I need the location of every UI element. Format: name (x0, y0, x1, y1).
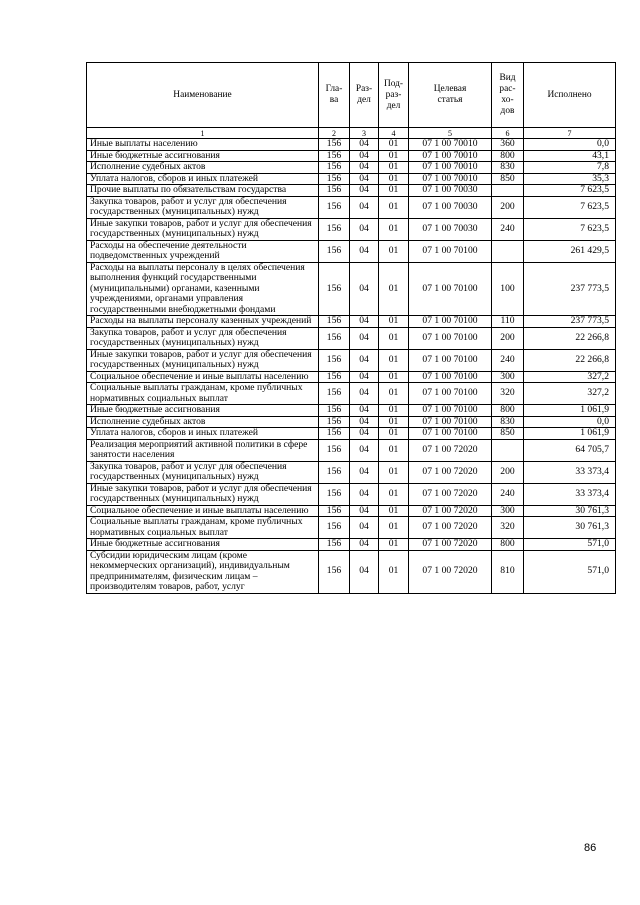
table-row (87, 517, 616, 539)
row-vid: 200 (492, 327, 524, 349)
row-razdel: 04 (350, 218, 379, 240)
table-row (87, 196, 616, 218)
table-row (87, 416, 616, 428)
table-row (87, 439, 616, 461)
table-row (87, 461, 616, 483)
row-podrazdel: 01 (379, 262, 409, 316)
row-name: Закупка товаров, работ и услуг для обеспечения государственных (муниципальных) нужд (87, 327, 319, 349)
row-glava: 156 (319, 240, 350, 262)
row-razdel: 04 (350, 405, 379, 417)
row-vid: 830 (492, 162, 524, 174)
row-vid: 800 (492, 150, 524, 162)
row-statya: 07 1 00 70100 (409, 349, 492, 371)
row-name: Социальные выплаты гражданам, кроме публичных нормативных социальных выплат (87, 517, 319, 539)
row-name: Социальное обеспечение и иные выплаты населению (87, 371, 319, 383)
row-podrazdel: 01 (379, 185, 409, 197)
header-razdel: Раз- дел (350, 63, 379, 128)
row-glava: 156 (319, 139, 350, 151)
row-razdel: 04 (350, 240, 379, 262)
row-name: Реализация мероприятий активной политики в сфере занятости населения (87, 439, 319, 461)
row-name: Расходы на обеспечение деятельности подведомственных учреждений (87, 240, 319, 262)
row-razdel: 04 (350, 262, 379, 316)
header-vid: Вид рас- хо- дов (492, 63, 524, 128)
header-name: Наименование (87, 63, 319, 128)
row-name: Иные бюджетные ассигнования (87, 150, 319, 162)
row-statya: 07 1 00 70010 (409, 150, 492, 162)
row-razdel: 04 (350, 316, 379, 328)
row-glava: 156 (319, 327, 350, 349)
row-glava: 156 (319, 517, 350, 539)
row-glava: 156 (319, 416, 350, 428)
row-glava: 156 (319, 439, 350, 461)
row-razdel: 04 (350, 150, 379, 162)
row-statya: 07 1 00 72020 (409, 539, 492, 551)
row-value: 43,1 (524, 150, 616, 162)
row-podrazdel: 01 (379, 539, 409, 551)
row-statya: 07 1 00 72020 (409, 483, 492, 505)
row-razdel: 04 (350, 349, 379, 371)
row-podrazdel: 01 (379, 383, 409, 405)
row-razdel: 04 (350, 327, 379, 349)
row-razdel: 04 (350, 461, 379, 483)
column-number: 6 (492, 128, 524, 139)
column-number: 2 (319, 128, 350, 139)
row-glava: 156 (319, 218, 350, 240)
row-glava: 156 (319, 316, 350, 328)
table-row (87, 349, 616, 371)
row-statya: 07 1 00 70100 (409, 262, 492, 316)
row-value: 571,0 (524, 539, 616, 551)
row-vid: 240 (492, 218, 524, 240)
row-statya: 07 1 00 70100 (409, 416, 492, 428)
row-vid: 300 (492, 505, 524, 517)
row-podrazdel: 01 (379, 461, 409, 483)
row-vid: 800 (492, 539, 524, 551)
row-value: 30 761,3 (524, 505, 616, 517)
row-podrazdel: 01 (379, 240, 409, 262)
row-razdel: 04 (350, 185, 379, 197)
table-row (87, 262, 616, 316)
row-name: Закупка товаров, работ и услуг для обеспечения государственных (муниципальных) нужд (87, 196, 319, 218)
row-name: Закупка товаров, работ и услуг для обеспечения государственных (муниципальных) нужд (87, 461, 319, 483)
table-row (87, 162, 616, 174)
row-vid: 320 (492, 383, 524, 405)
row-glava: 156 (319, 185, 350, 197)
row-value: 7 623,5 (524, 185, 616, 197)
row-value: 64 705,7 (524, 439, 616, 461)
table-row (87, 327, 616, 349)
row-statya: 07 1 00 70010 (409, 139, 492, 151)
table-row (87, 218, 616, 240)
row-statya: 07 1 00 70100 (409, 240, 492, 262)
row-glava: 156 (319, 461, 350, 483)
table-row (87, 483, 616, 505)
row-statya: 07 1 00 72020 (409, 517, 492, 539)
row-vid: 850 (492, 173, 524, 185)
row-glava: 156 (319, 162, 350, 174)
row-name: Иные бюджетные ассигнования (87, 539, 319, 551)
row-podrazdel: 01 (379, 505, 409, 517)
row-vid: 240 (492, 483, 524, 505)
row-name: Социальные выплаты гражданам, кроме публичных нормативных социальных выплат (87, 383, 319, 405)
row-podrazdel: 01 (379, 327, 409, 349)
row-statya: 07 1 00 72020 (409, 505, 492, 517)
row-vid: 200 (492, 196, 524, 218)
row-vid: 800 (492, 405, 524, 417)
document-page (86, 62, 615, 594)
table-header-row (87, 63, 616, 128)
row-value: 1 061,9 (524, 405, 616, 417)
row-value: 7 623,5 (524, 218, 616, 240)
table-row (87, 383, 616, 405)
expenditure-table (86, 62, 616, 594)
row-podrazdel: 01 (379, 196, 409, 218)
row-statya: 07 1 00 70100 (409, 316, 492, 328)
row-vid: 100 (492, 262, 524, 316)
row-podrazdel: 01 (379, 550, 409, 593)
row-value: 327,2 (524, 371, 616, 383)
row-vid: 320 (492, 517, 524, 539)
row-statya: 07 1 00 70100 (409, 405, 492, 417)
row-value: 7,8 (524, 162, 616, 174)
row-name: Иные закупки товаров, работ и услуг для обеспечения государственных (муниципальных) нужд (87, 218, 319, 240)
header-podrazdel: Под- раз- дел (379, 63, 409, 128)
table-row (87, 505, 616, 517)
row-statya: 07 1 00 72020 (409, 461, 492, 483)
row-name: Субсидии юридическим лицам (кроме некоммерческих организаций), индивидуальным предпринимателям, физическим лицам – производителям товаров, работ, услуг (87, 550, 319, 593)
row-podrazdel: 01 (379, 416, 409, 428)
row-value: 7 623,5 (524, 196, 616, 218)
row-name: Иные закупки товаров, работ и услуг для обеспечения государственных (муниципальных) нужд (87, 483, 319, 505)
row-name: Расходы на выплаты персоналу в целях обеспечения выполнения функций государственными (муниципальными) органами, казенными учреждениями, органами управления государственными внебюджетными фондами (87, 262, 319, 316)
row-razdel: 04 (350, 517, 379, 539)
row-glava: 156 (319, 505, 350, 517)
row-value: 0,0 (524, 416, 616, 428)
row-glava: 156 (319, 383, 350, 405)
row-podrazdel: 01 (379, 218, 409, 240)
row-vid (492, 439, 524, 461)
row-vid: 810 (492, 550, 524, 593)
row-razdel: 04 (350, 505, 379, 517)
table-row (87, 316, 616, 328)
column-number: 5 (409, 128, 492, 139)
row-statya: 07 1 00 70030 (409, 185, 492, 197)
row-glava: 156 (319, 483, 350, 505)
row-statya: 07 1 00 70100 (409, 428, 492, 440)
row-value: 261 429,5 (524, 240, 616, 262)
row-vid: 110 (492, 316, 524, 328)
table-row (87, 240, 616, 262)
row-name: Социальное обеспечение и иные выплаты населению (87, 505, 319, 517)
row-podrazdel: 01 (379, 483, 409, 505)
row-podrazdel: 01 (379, 349, 409, 371)
row-razdel: 04 (350, 550, 379, 593)
row-vid: 830 (492, 416, 524, 428)
row-name: Иные выплаты населению (87, 139, 319, 151)
row-vid (492, 185, 524, 197)
table-body (87, 139, 616, 594)
row-razdel: 04 (350, 139, 379, 151)
row-razdel: 04 (350, 416, 379, 428)
row-podrazdel: 01 (379, 405, 409, 417)
header-glava: Гла- ва (319, 63, 350, 128)
column-number-row (87, 128, 616, 139)
row-name: Уплата налогов, сборов и иных платежей (87, 173, 319, 185)
header-value: Исполнено (524, 63, 616, 128)
row-glava: 156 (319, 349, 350, 371)
row-glava: 156 (319, 428, 350, 440)
row-razdel: 04 (350, 173, 379, 185)
row-podrazdel: 01 (379, 173, 409, 185)
row-statya: 07 1 00 70100 (409, 327, 492, 349)
table-row (87, 539, 616, 551)
row-podrazdel: 01 (379, 316, 409, 328)
table-row (87, 139, 616, 151)
row-name: Иные бюджетные ассигнования (87, 405, 319, 417)
row-razdel: 04 (350, 162, 379, 174)
row-vid: 240 (492, 349, 524, 371)
table-row (87, 371, 616, 383)
row-value: 237 773,5 (524, 316, 616, 328)
row-podrazdel: 01 (379, 439, 409, 461)
row-value: 33 373,4 (524, 461, 616, 483)
table-row (87, 173, 616, 185)
row-name: Уплата налогов, сборов и иных платежей (87, 428, 319, 440)
row-podrazdel: 01 (379, 371, 409, 383)
row-vid: 360 (492, 139, 524, 151)
row-glava: 156 (319, 371, 350, 383)
row-statya: 07 1 00 70100 (409, 371, 492, 383)
row-glava: 156 (319, 262, 350, 316)
row-statya: 07 1 00 72020 (409, 439, 492, 461)
row-value: 571,0 (524, 550, 616, 593)
row-razdel: 04 (350, 483, 379, 505)
row-value: 327,2 (524, 383, 616, 405)
column-number: 4 (379, 128, 409, 139)
row-podrazdel: 01 (379, 428, 409, 440)
row-glava: 156 (319, 550, 350, 593)
row-podrazdel: 01 (379, 150, 409, 162)
row-razdel: 04 (350, 371, 379, 383)
row-name: Исполнение судебных актов (87, 162, 319, 174)
row-vid: 200 (492, 461, 524, 483)
row-vid: 850 (492, 428, 524, 440)
row-razdel: 04 (350, 428, 379, 440)
header-statya: Целевая статья (409, 63, 492, 128)
row-statya: 07 1 00 70030 (409, 218, 492, 240)
row-vid: 300 (492, 371, 524, 383)
row-glava: 156 (319, 405, 350, 417)
row-statya: 07 1 00 70010 (409, 162, 492, 174)
row-statya: 07 1 00 70030 (409, 196, 492, 218)
table-row (87, 550, 616, 593)
row-value: 30 761,3 (524, 517, 616, 539)
column-number: 7 (524, 128, 616, 139)
row-vid (492, 240, 524, 262)
column-number: 1 (87, 128, 319, 139)
row-statya: 07 1 00 70010 (409, 173, 492, 185)
column-number: 3 (350, 128, 379, 139)
row-razdel: 04 (350, 439, 379, 461)
table-row (87, 185, 616, 197)
row-name: Исполнение судебных актов (87, 416, 319, 428)
row-value: 33 373,4 (524, 483, 616, 505)
row-podrazdel: 01 (379, 162, 409, 174)
row-value: 1 061,9 (524, 428, 616, 440)
row-glava: 156 (319, 150, 350, 162)
row-glava: 156 (319, 539, 350, 551)
row-statya: 07 1 00 70100 (409, 383, 492, 405)
row-razdel: 04 (350, 539, 379, 551)
row-podrazdel: 01 (379, 139, 409, 151)
row-statya: 07 1 00 72020 (409, 550, 492, 593)
row-value: 237 773,5 (524, 262, 616, 316)
table-row (87, 405, 616, 417)
row-value: 0,0 (524, 139, 616, 151)
row-podrazdel: 01 (379, 517, 409, 539)
row-razdel: 04 (350, 383, 379, 405)
row-value: 22 266,8 (524, 349, 616, 371)
page-number: 86 (584, 842, 597, 854)
row-value: 35,3 (524, 173, 616, 185)
table-row (87, 428, 616, 440)
row-name: Прочие выплаты по обязательствам государства (87, 185, 319, 197)
row-glava: 156 (319, 173, 350, 185)
row-razdel: 04 (350, 196, 379, 218)
row-value: 22 266,8 (524, 327, 616, 349)
row-name: Расходы на выплаты персоналу казенных учреждений (87, 316, 319, 328)
row-glava: 156 (319, 196, 350, 218)
table-row (87, 150, 616, 162)
row-name: Иные закупки товаров, работ и услуг для обеспечения государственных (муниципальных) нужд (87, 349, 319, 371)
